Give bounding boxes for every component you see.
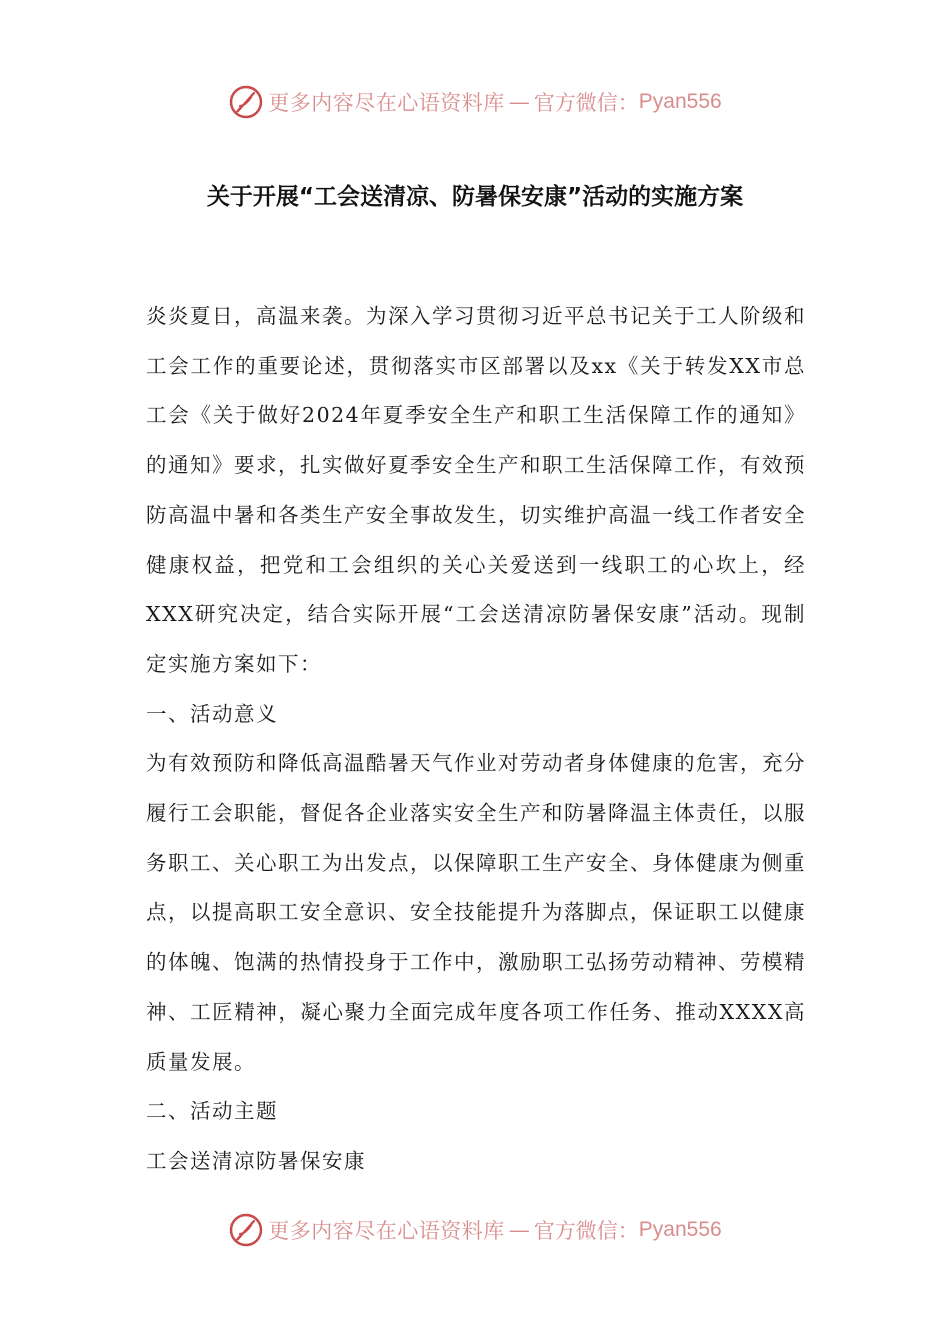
quill-pen-logo-icon xyxy=(228,84,264,120)
theme-paragraph: 工会送清凉防暑保安康 xyxy=(146,1148,366,1173)
quill-pen-logo-icon xyxy=(228,1212,264,1248)
watermark-label: 官方微信： xyxy=(533,1219,639,1243)
intro-paragraph: 炎炎夏日，高温来袭。为深入学习贯彻习近平总书记关于工人阶级和工会工作的重要论述，贯彻落实市区部署以及xx《关于转发XX市总工会《关于做好2024年夏季安全生产和职工生活保障工作的通知》的通知》要求，扎实做好夏季安全生产和职工生活保障工作，有效预防高温中暑和各类生产安全事故发生，切实维护高温一线工作者安全健康权益，把党和工会组织的关心关爱送到一线职工的心坎上，经XXX研究决定，结合实际开展“工会送清凉防暑保安康”活动。现制定实施方案如下： xyxy=(146,304,806,676)
section-heading-theme: 二、活动主题 xyxy=(146,1099,278,1124)
watermark-separator: — xyxy=(508,1218,530,1242)
document-title: 关于开展“工会送清凉、防暑保安康”活动的实施方案 xyxy=(206,184,744,210)
watermark-label: 官方微信： xyxy=(533,91,639,115)
watermark-wechat-id: Pyan556 xyxy=(638,90,722,113)
section-heading-significance: 一、活动意义 xyxy=(146,701,278,726)
watermark-text: 更多内容尽在心语资料库 xyxy=(268,1219,505,1243)
watermark-banner-bottom xyxy=(0,1210,950,1250)
watermark-text: 更多内容尽在心语资料库 xyxy=(268,91,505,115)
watermark-separator: — xyxy=(508,90,530,114)
significance-paragraph: 为有效预防和降低高温酷暑天气作业对劳动者身体健康的危害，充分履行工会职能，督促各企业落实安全生产和防暑降温主体责任，以服务职工、关心职工为出发点，以保障职工生产安全、身体健康为侧重点，以提高职工安全意识、安全技能提升为落脚点，保证职工以健康的体魄、饱满的热情投身于工作中，激励职工弘扬劳动精神、劳模精神、工匠精神，凝心聚力全面完成年度各项工作任务、推动XXXX高质量发展。 xyxy=(146,751,806,1074)
watermark-banner-top xyxy=(0,82,950,122)
document-body xyxy=(146,292,806,1187)
watermark-wechat-id: Pyan556 xyxy=(638,1218,722,1241)
